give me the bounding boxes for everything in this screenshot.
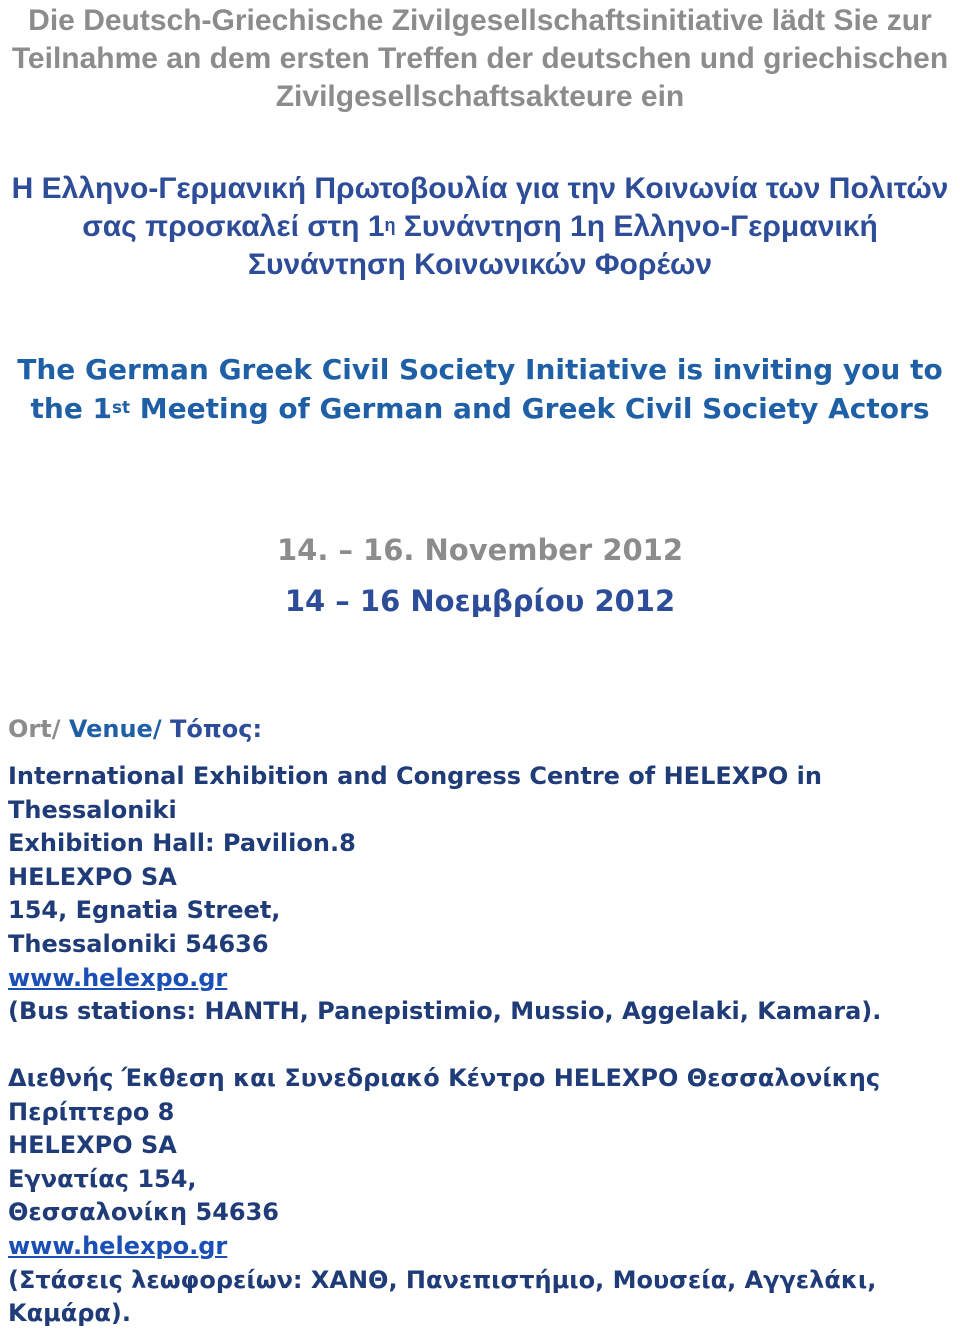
venue-address-greek [8,1062,948,1331]
venue-en-name: International Exhibition and Congress Centre of HELEXPO in Thessaloniki [8,762,822,824]
venue-en-street: 154, Egnatia Street, [8,896,281,925]
venue-label-de: Ort/ [8,715,61,743]
event-date-greek: 14 – 16 Νοεμβρίου 2012 [284,584,676,618]
venue-en-website-link[interactable]: www.helexpo.gr [8,963,228,992]
venue-en-city: Thessaloniki 54636 [8,929,269,958]
heading-english-part2: Meeting of German and Greek Civil Society Actors [130,392,930,425]
venue-label-gr: Τόπος: [161,715,263,743]
heading-greek-part1: Η Ελληνο-Γερμανική Πρωτοβουλία για την Κοινωνία των Πολιτών σας προσκαλεί στη 1 [11,172,949,243]
venue-address-english [8,760,948,1029]
venue-en-bus-stations: (Bus stations: HANTH, Panepistimio, Mussio, Aggelaki, Kamara). [8,997,882,1026]
venue-gr-name: Διεθνής Έκθεση και Συνεδριακό Κέντρο HELEXPO Θεσσαλονίκης [8,1064,881,1092]
venue-gr-city: Θεσσαλονίκη 54636 [8,1198,279,1227]
venue-en-hall: Exhibition Hall: Pavilion.8 [8,829,356,858]
heading-greek-sup: η [384,214,396,235]
heading-english-sup: st [112,396,131,417]
venue-label [8,712,262,746]
venue-gr-website-link[interactable]: www.helexpo.gr [8,1231,228,1260]
heading-greek [0,170,960,284]
venue-gr-street: Εγνατίας 154, [8,1164,197,1193]
heading-english [0,350,960,428]
venue-gr-bus-stations: (Στάσεις λεωφορείων: ΧΑΝΘ, Πανεπιστήμιο, Μουσεία, Αγγελάκι, Καμάρα). [8,1265,877,1328]
heading-english-part1: The German Greek Civil Society Initiative is inviting you to the 1 [17,353,943,425]
heading-greek-part2: Συνάντηση 1η Ελληνο-Γερμανική Συνάντηση Κοινωνικών Φορέων [247,210,878,281]
venue-en-company: HELEXPO SA [8,862,177,891]
venue-label-en: Venue/ [60,715,162,743]
venue-gr-pavilion: Περίπτερο 8 [8,1097,175,1126]
event-date-german: 14. – 16. November 2012 [276,533,684,567]
venue-gr-company: HELEXPO SA [8,1131,177,1160]
heading-german: Die Deutsch-Griechische Zivilgesellschaftsinitiative lädt Sie zur Teilnahme an dem ersten Treffen der deutschen und griechischen Zivilgesellschaftsakteure ein [11,4,949,113]
